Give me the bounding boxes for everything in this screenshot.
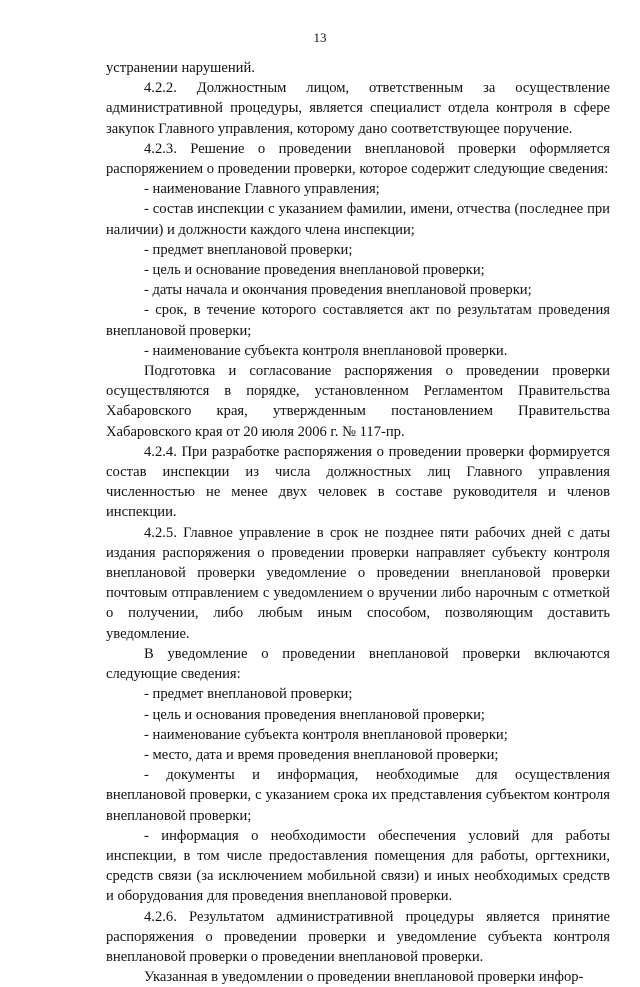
paragraph: устранении нарушений.: [106, 60, 255, 76]
paragraph-4-2-6: 4.2.6. Результатом административной процедуры является принятие распоряжения о проведении проверки и уведомление субъекта контроля внеплановой проверки о проведении внеплановой проверки.: [106, 908, 610, 965]
list-item: - цель и основание проведения внеплановой проверки;: [144, 262, 485, 279]
paragraph-4-2-2: 4.2.2. Должностным лицом, ответственным за осуществление административной процедуры, является специалист отдела контроля в сфере закупок Главного управления, которому дано соответствующее поручение.: [106, 80, 610, 137]
list-item: - срок, в течение которого составляется акт по результатам проведения внеплановой проверки;: [106, 302, 610, 339]
page-number: 13: [313, 30, 327, 45]
paragraph: В уведомление о проведении внеплановой проверки включаются следующие сведения:: [106, 645, 610, 683]
list-item: - предмет внеплановой проверки;: [144, 686, 353, 703]
list-item: - предмет внеплановой проверки;: [144, 241, 353, 258]
list-item: - наименование субъекта контроля внеплановой проверки.: [144, 342, 508, 359]
list-item: - место, дата и время проведения внеплановой проверки;: [144, 746, 499, 763]
paragraph-4-2-4: 4.2.4. При разработке распоряжения о проведении проверки формируется состав инспекции из числа должностных лиц Главного управления численностью не менее двух человек в составе руководителя и членов инспекции.: [106, 443, 610, 521]
paragraph-4-2-3: 4.2.3. Решение о проведении внеплановой проверки оформляется распоряжением о проведении проверки, которое содержит следующие сведения:: [106, 140, 610, 178]
paragraph: Подготовка и согласование распоряжения о проведении проверки осуществляются в порядке, установленном Регламентом Правительства Хабаровского края, утвержденным постановлением Правительства Хабаровского края от 20 июля 2006 г. № 117-пр.: [106, 363, 610, 440]
list-item: - наименование Главного управления;: [144, 181, 380, 198]
list-item: - информация о необходимости обеспечения условий для работы инспекции, в том числе предоставления помещения для работы, оргтехники, средств связи (за исключением мобильной связи) и иных необходимых средств и оборудования для проведения внеплановой проверки.: [106, 827, 610, 905]
list-item: - цель и основания проведения внеплановой проверки;: [144, 706, 485, 723]
paragraph: Указанная в уведомлении о проведении внеплановой проверки инфор-: [144, 969, 584, 986]
list-item: - состав инспекции с указанием фамилии, имени, отчества (последнее при наличии) и должности каждого члена инспекции;: [106, 201, 610, 238]
list-item: - наименование субъекта контроля внеплановой проверки;: [144, 726, 508, 743]
document-body: [106, 58, 610, 987]
list-item: - документы и информация, необходимые для осуществления внеплановой проверки, с указанием срока их представления субъектом контроля внеплановой проверки;: [106, 767, 610, 824]
paragraph-4-2-5: 4.2.5. Главное управление в срок не позднее пяти рабочих дней с даты издания распоряжения о проведении проверки направляет субъекту контроля внеплановой проверки уведомление о проведении внеплановой проверки почтовым отправлением с уведомлением о вручении либо нарочным с отметкой о получении, либо любым иным способом, позволяющим доставить уведомление.: [106, 524, 610, 642]
list-item: - даты начала и окончания проведения внеплановой проверки;: [144, 282, 532, 299]
